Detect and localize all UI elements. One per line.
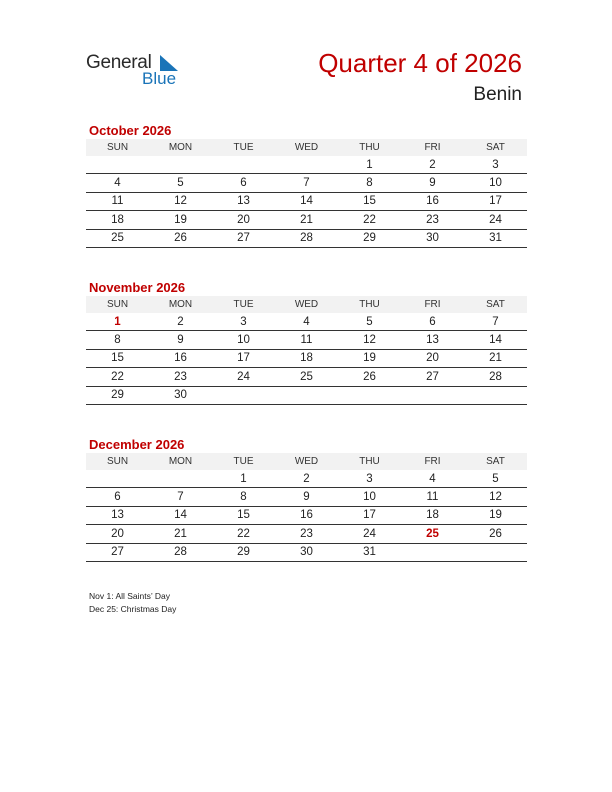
week-row bbox=[86, 229, 527, 247]
day-cell: 29 bbox=[86, 386, 149, 404]
day-cell: 25 bbox=[401, 525, 464, 543]
day-cell: 7 bbox=[464, 313, 527, 331]
day-cell: 21 bbox=[275, 211, 338, 229]
month-calendar-table bbox=[86, 453, 527, 562]
weekday-header: FRI bbox=[401, 453, 464, 470]
day-cell: 4 bbox=[86, 174, 149, 192]
empty-day-cell bbox=[212, 156, 275, 174]
day-cell: 31 bbox=[338, 543, 401, 561]
weekday-header: SAT bbox=[464, 453, 527, 470]
day-cell: 26 bbox=[464, 525, 527, 543]
day-cell: 4 bbox=[401, 470, 464, 488]
day-cell: 16 bbox=[275, 506, 338, 524]
week-row bbox=[86, 156, 527, 174]
week-row bbox=[86, 368, 527, 386]
day-cell: 22 bbox=[86, 368, 149, 386]
day-cell: 13 bbox=[86, 506, 149, 524]
day-cell: 2 bbox=[275, 470, 338, 488]
day-cell: 17 bbox=[212, 349, 275, 367]
day-cell: 6 bbox=[401, 313, 464, 331]
day-cell: 18 bbox=[275, 349, 338, 367]
day-cell: 1 bbox=[338, 156, 401, 174]
day-cell: 6 bbox=[212, 174, 275, 192]
day-cell: 10 bbox=[464, 174, 527, 192]
day-cell: 5 bbox=[149, 174, 212, 192]
logo-general-text: General bbox=[86, 52, 152, 73]
holiday-notes bbox=[89, 590, 176, 616]
day-cell: 2 bbox=[149, 313, 212, 331]
weekday-header: TUE bbox=[212, 453, 275, 470]
weekday-header: SAT bbox=[464, 296, 527, 313]
day-cell: 23 bbox=[275, 525, 338, 543]
day-cell: 22 bbox=[338, 211, 401, 229]
day-cell: 8 bbox=[86, 331, 149, 349]
day-cell: 26 bbox=[338, 368, 401, 386]
day-cell: 3 bbox=[338, 470, 401, 488]
month-calendar-table bbox=[86, 296, 527, 405]
day-cell: 15 bbox=[212, 506, 275, 524]
weekday-header: MON bbox=[149, 453, 212, 470]
day-cell: 3 bbox=[212, 313, 275, 331]
weekday-header-row bbox=[86, 139, 527, 156]
day-cell: 21 bbox=[464, 349, 527, 367]
empty-day-cell bbox=[464, 543, 527, 561]
week-row bbox=[86, 349, 527, 367]
day-cell: 7 bbox=[275, 174, 338, 192]
day-cell: 10 bbox=[338, 488, 401, 506]
weekday-header: FRI bbox=[401, 296, 464, 313]
month-title: November 2026 bbox=[89, 280, 186, 295]
day-cell: 8 bbox=[338, 174, 401, 192]
weekday-header: WED bbox=[275, 139, 338, 156]
day-cell: 12 bbox=[149, 192, 212, 210]
day-cell: 5 bbox=[338, 313, 401, 331]
day-cell: 18 bbox=[86, 211, 149, 229]
month-title: October 2026 bbox=[89, 123, 172, 138]
day-cell: 29 bbox=[338, 229, 401, 247]
day-cell: 15 bbox=[86, 349, 149, 367]
day-cell: 13 bbox=[401, 331, 464, 349]
day-cell: 15 bbox=[338, 192, 401, 210]
day-cell: 9 bbox=[275, 488, 338, 506]
day-cell: 3 bbox=[464, 156, 527, 174]
day-cell: 27 bbox=[86, 543, 149, 561]
day-cell: 28 bbox=[149, 543, 212, 561]
month-october bbox=[86, 122, 527, 248]
weekday-header: TUE bbox=[212, 296, 275, 313]
empty-day-cell bbox=[212, 386, 275, 404]
day-cell: 25 bbox=[275, 368, 338, 386]
week-row bbox=[86, 506, 527, 524]
day-cell: 26 bbox=[149, 229, 212, 247]
page-title: Quarter 4 of 2026 bbox=[318, 48, 522, 78]
week-row bbox=[86, 192, 527, 210]
week-row bbox=[86, 470, 527, 488]
day-cell: 5 bbox=[464, 470, 527, 488]
empty-day-cell bbox=[275, 386, 338, 404]
day-cell: 28 bbox=[464, 368, 527, 386]
weekday-header: TUE bbox=[212, 139, 275, 156]
day-cell: 10 bbox=[212, 331, 275, 349]
day-cell: 17 bbox=[464, 192, 527, 210]
month-december bbox=[86, 436, 527, 562]
day-cell: 21 bbox=[149, 525, 212, 543]
day-cell: 9 bbox=[401, 174, 464, 192]
day-cell: 11 bbox=[86, 192, 149, 210]
empty-day-cell bbox=[149, 470, 212, 488]
week-row bbox=[86, 313, 527, 331]
day-cell: 19 bbox=[464, 506, 527, 524]
day-cell: 16 bbox=[149, 349, 212, 367]
day-cell: 17 bbox=[338, 506, 401, 524]
week-row bbox=[86, 386, 527, 404]
day-cell: 24 bbox=[212, 368, 275, 386]
day-cell: 16 bbox=[401, 192, 464, 210]
day-cell: 1 bbox=[212, 470, 275, 488]
day-cell: 23 bbox=[401, 211, 464, 229]
week-row bbox=[86, 174, 527, 192]
day-cell: 13 bbox=[212, 192, 275, 210]
weekday-header: MON bbox=[149, 296, 212, 313]
empty-day-cell bbox=[86, 156, 149, 174]
day-cell: 4 bbox=[275, 313, 338, 331]
day-cell: 1 bbox=[86, 313, 149, 331]
weekday-header: SUN bbox=[86, 296, 149, 313]
weekday-header: WED bbox=[275, 453, 338, 470]
day-cell: 30 bbox=[401, 229, 464, 247]
logo-blue-text: Blue bbox=[142, 69, 177, 88]
weekday-header: MON bbox=[149, 139, 212, 156]
day-cell: 11 bbox=[401, 488, 464, 506]
day-cell: 27 bbox=[401, 368, 464, 386]
day-cell: 23 bbox=[149, 368, 212, 386]
day-cell: 7 bbox=[149, 488, 212, 506]
day-cell: 12 bbox=[464, 488, 527, 506]
day-cell: 12 bbox=[338, 331, 401, 349]
week-row bbox=[86, 211, 527, 229]
week-row bbox=[86, 525, 527, 543]
day-cell: 2 bbox=[401, 156, 464, 174]
weekday-header: WED bbox=[275, 296, 338, 313]
weekday-header: SUN bbox=[86, 453, 149, 470]
empty-day-cell bbox=[149, 156, 212, 174]
weekday-header: SAT bbox=[464, 139, 527, 156]
empty-day-cell bbox=[464, 386, 527, 404]
day-cell: 29 bbox=[212, 543, 275, 561]
day-cell: 9 bbox=[149, 331, 212, 349]
weekday-header: FRI bbox=[401, 139, 464, 156]
day-cell: 11 bbox=[275, 331, 338, 349]
empty-day-cell bbox=[401, 543, 464, 561]
day-cell: 6 bbox=[86, 488, 149, 506]
day-cell: 30 bbox=[275, 543, 338, 561]
day-cell: 31 bbox=[464, 229, 527, 247]
generalblue-logo bbox=[86, 52, 196, 92]
week-row bbox=[86, 488, 527, 506]
day-cell: 8 bbox=[212, 488, 275, 506]
day-cell: 24 bbox=[464, 211, 527, 229]
day-cell: 18 bbox=[401, 506, 464, 524]
day-cell: 14 bbox=[275, 192, 338, 210]
month-november bbox=[86, 279, 527, 405]
day-cell: 19 bbox=[338, 349, 401, 367]
weekday-header: SUN bbox=[86, 139, 149, 156]
empty-day-cell bbox=[86, 470, 149, 488]
month-calendar-table bbox=[86, 139, 527, 248]
day-cell: 22 bbox=[212, 525, 275, 543]
country-name: Benin bbox=[473, 84, 522, 105]
day-cell: 20 bbox=[212, 211, 275, 229]
day-cell: 30 bbox=[149, 386, 212, 404]
weekday-header: THU bbox=[338, 453, 401, 470]
month-title: December 2026 bbox=[89, 437, 185, 452]
weekday-header: THU bbox=[338, 296, 401, 313]
week-row bbox=[86, 543, 527, 561]
weekday-header-row bbox=[86, 296, 527, 313]
day-cell: 25 bbox=[86, 229, 149, 247]
weekday-header-row bbox=[86, 453, 527, 470]
empty-day-cell bbox=[338, 386, 401, 404]
day-cell: 27 bbox=[212, 229, 275, 247]
day-cell: 28 bbox=[275, 229, 338, 247]
day-cell: 24 bbox=[338, 525, 401, 543]
empty-day-cell bbox=[275, 156, 338, 174]
day-cell: 20 bbox=[401, 349, 464, 367]
day-cell: 20 bbox=[86, 525, 149, 543]
day-cell: 14 bbox=[464, 331, 527, 349]
holiday-note: Dec 25: Christmas Day bbox=[89, 604, 177, 614]
week-row bbox=[86, 331, 527, 349]
day-cell: 19 bbox=[149, 211, 212, 229]
holiday-note: Nov 1: All Saints’ Day bbox=[89, 591, 170, 601]
day-cell: 14 bbox=[149, 506, 212, 524]
weekday-header: THU bbox=[338, 139, 401, 156]
empty-day-cell bbox=[401, 386, 464, 404]
